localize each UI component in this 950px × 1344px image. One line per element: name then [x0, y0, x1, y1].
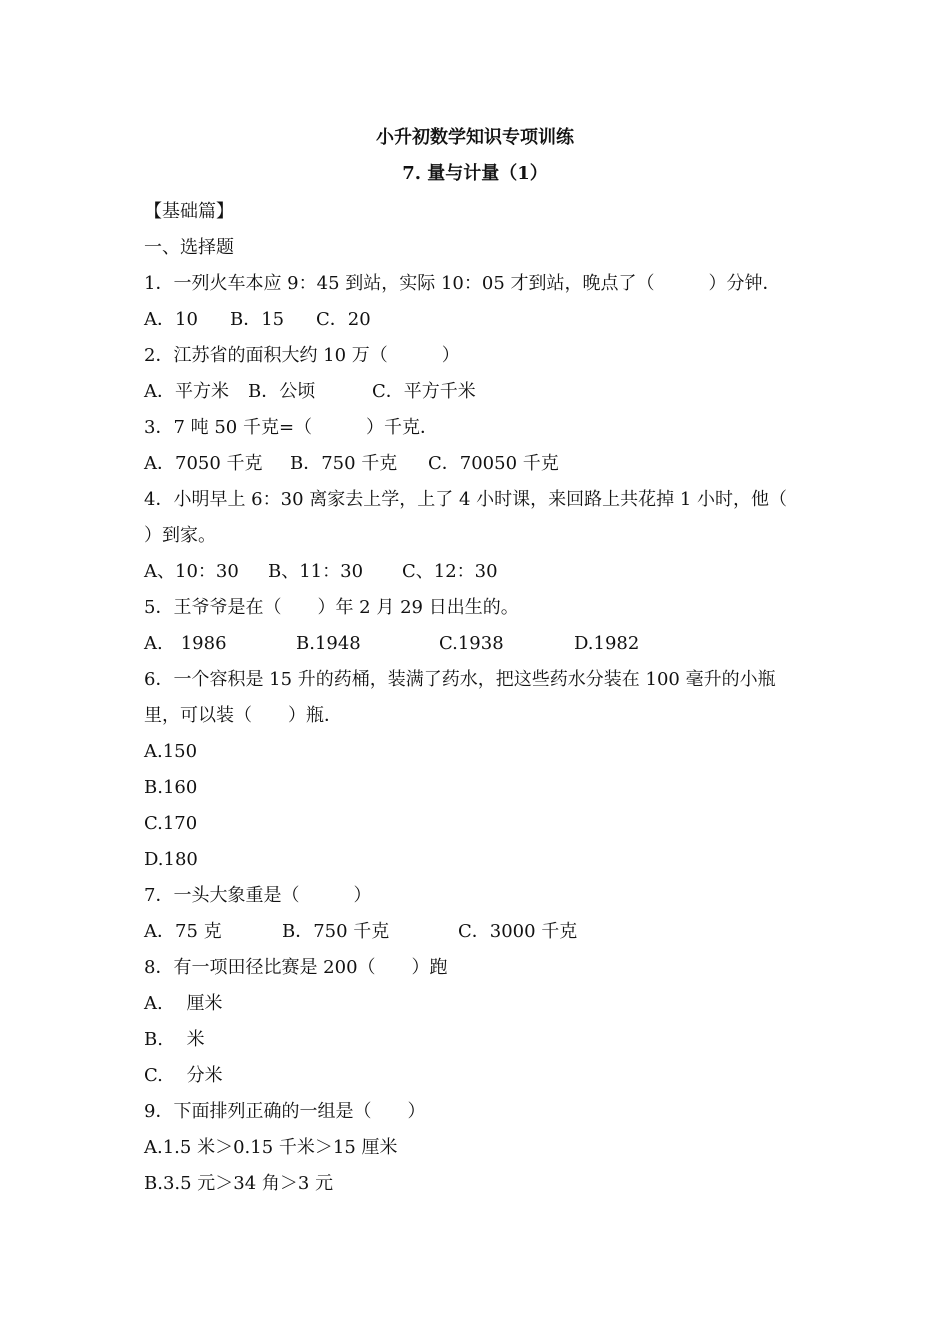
option: A.1.5 米＞0.15 千米＞15 厘米: [144, 1137, 398, 1158]
question-stem-continued: ）到家。: [144, 525, 216, 546]
question-stem: 7．一头大象重是（ ）: [144, 885, 372, 906]
question-stem: 2．江苏省的面积大约 10 万（ ）: [144, 345, 460, 366]
question-stem: 8．有一项田径比赛是 200（ ）跑: [144, 957, 448, 978]
option: C.170: [144, 813, 198, 834]
option: B．750 千克: [290, 453, 398, 474]
section-heading: 【基础篇】: [144, 201, 234, 222]
question-stem-continued: 里，可以装（ ）瓶．: [144, 705, 342, 726]
option: B．15: [230, 309, 285, 330]
option: A. 厘米: [144, 993, 223, 1014]
question-stem: 4．小明早上 6：30 离家去上学，上了 4 小时课，来回路上共花掉 1 小时，他（: [144, 489, 788, 510]
part-heading: 一、选择题: [144, 237, 234, 258]
option: A．平方米: [144, 381, 229, 402]
option: C．20: [316, 309, 371, 330]
option: A．7050 千克: [144, 453, 263, 474]
option: B．750 千克: [282, 921, 390, 942]
option: A. 1986: [144, 633, 227, 654]
option: C. 分米: [144, 1065, 223, 1086]
question-stem: 1．一列火车本应 9：45 到站，实际 10：05 才到站，晚点了（ ）分钟．: [144, 273, 781, 294]
option: B.3.5 元＞34 角＞3 元: [144, 1173, 334, 1194]
option: C．平方千米: [372, 381, 476, 402]
option: C、12：30: [402, 561, 498, 582]
option: B．公顷: [248, 381, 316, 402]
option: B.160: [144, 777, 198, 798]
question-stem: 6．一个容积是 15 升的药桶，装满了药水，把这些药水分装在 100 毫升的小瓶: [144, 669, 776, 690]
option: B、11：30: [268, 561, 364, 582]
option: B. 米: [144, 1029, 205, 1050]
option: A．10: [144, 309, 198, 330]
option: A．75 克: [144, 921, 222, 942]
question-stem: 3．7 吨 50 千克=（ ）千克．: [144, 417, 439, 438]
option: C．70050 千克: [428, 453, 559, 474]
option: D.1982: [574, 633, 640, 654]
option: D.180: [144, 849, 198, 870]
document-subtitle: 7. 量与计量（1）: [402, 163, 548, 184]
option: C.1938: [439, 633, 504, 654]
option: A.150: [144, 741, 198, 762]
option: A、10：30: [144, 561, 239, 582]
option: C．3000 千克: [458, 921, 578, 942]
option: B.1948: [296, 633, 361, 654]
document-title: 小升初数学知识专项训练: [376, 127, 574, 148]
question-stem: 9．下面排列正确的一组是（ ）: [144, 1101, 426, 1122]
question-stem: 5．王爷爷是在（ ）年 2 月 29 日出生的。: [144, 597, 519, 618]
